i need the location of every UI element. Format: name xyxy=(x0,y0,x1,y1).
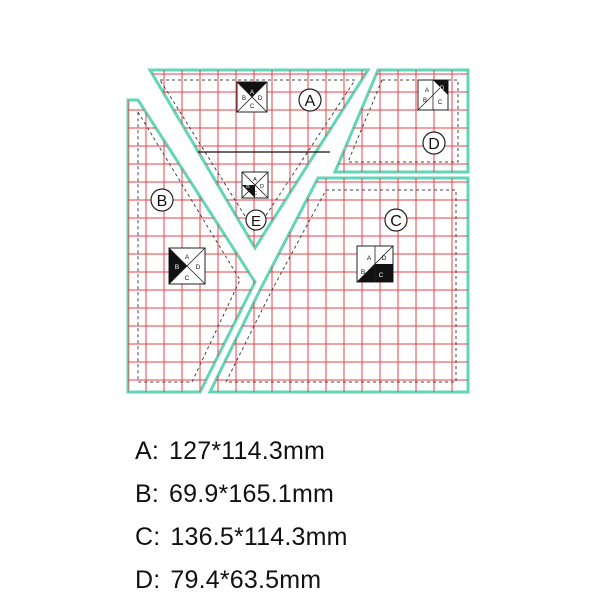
piece-letter-d: D xyxy=(428,136,440,153)
swatch-letter: C xyxy=(378,272,384,279)
piece-label-a xyxy=(299,89,321,111)
swatch-letter: A xyxy=(253,177,257,183)
dimension-row-c xyxy=(135,516,348,559)
piece-letter-b: B xyxy=(156,193,168,210)
swatch-letter: C xyxy=(253,191,257,197)
dimension-letter: D: xyxy=(135,566,161,594)
dimension-row-d xyxy=(135,559,348,602)
piece-letter-c: C xyxy=(390,213,402,230)
swatch-letter: B xyxy=(174,264,180,271)
dimension-row-a xyxy=(135,430,348,473)
swatch-letter: A xyxy=(366,255,372,262)
quarter-square-swatch-icon-e xyxy=(242,172,268,198)
piece-letter-e: E xyxy=(250,213,262,230)
quarter-square-swatch-icon-a xyxy=(237,82,267,112)
swatch-letter: A xyxy=(184,254,190,261)
dimension-row-b xyxy=(135,473,348,516)
swatch-letter: A xyxy=(424,88,430,94)
swatch-letter: A xyxy=(249,90,255,96)
piece-label-c xyxy=(385,209,407,231)
piece-letter-a: A xyxy=(304,93,316,110)
swatch-letter: D xyxy=(195,264,201,271)
dimension-value: 136.5*114.3mm xyxy=(170,523,348,551)
quarter-square-swatch-icon-d xyxy=(418,80,448,110)
dimension-letter: C: xyxy=(135,523,161,551)
piece-label-b xyxy=(151,189,173,211)
dimension-letter: A: xyxy=(135,437,160,465)
dimension-value: 69.9*165.1mm xyxy=(169,480,335,508)
swatch-letter: B xyxy=(360,269,366,276)
piece-label-d xyxy=(423,132,445,154)
swatch-letter: B xyxy=(246,184,250,190)
swatch-letter: B xyxy=(422,98,428,104)
swatch-letter: C xyxy=(184,275,190,282)
dimension-value: 127*114.3mm xyxy=(169,437,326,465)
quarter-square-swatch-icon-b xyxy=(169,248,205,284)
swatch-letter: D xyxy=(260,184,264,190)
swatch-letter: D xyxy=(381,255,387,262)
swatch-letter: D xyxy=(439,86,445,92)
swatch-letter: C xyxy=(437,100,443,106)
piece-label-e xyxy=(246,210,266,230)
swatch-letter: D xyxy=(257,96,263,102)
swatch-letter: C xyxy=(249,104,255,110)
dimension-list xyxy=(135,430,348,602)
quarter-square-swatch-icon-c xyxy=(357,246,393,282)
swatch-letter: B xyxy=(241,96,247,102)
dimension-value: 79.4*63.5mm xyxy=(170,566,322,594)
dimension-letter: B: xyxy=(135,480,160,508)
